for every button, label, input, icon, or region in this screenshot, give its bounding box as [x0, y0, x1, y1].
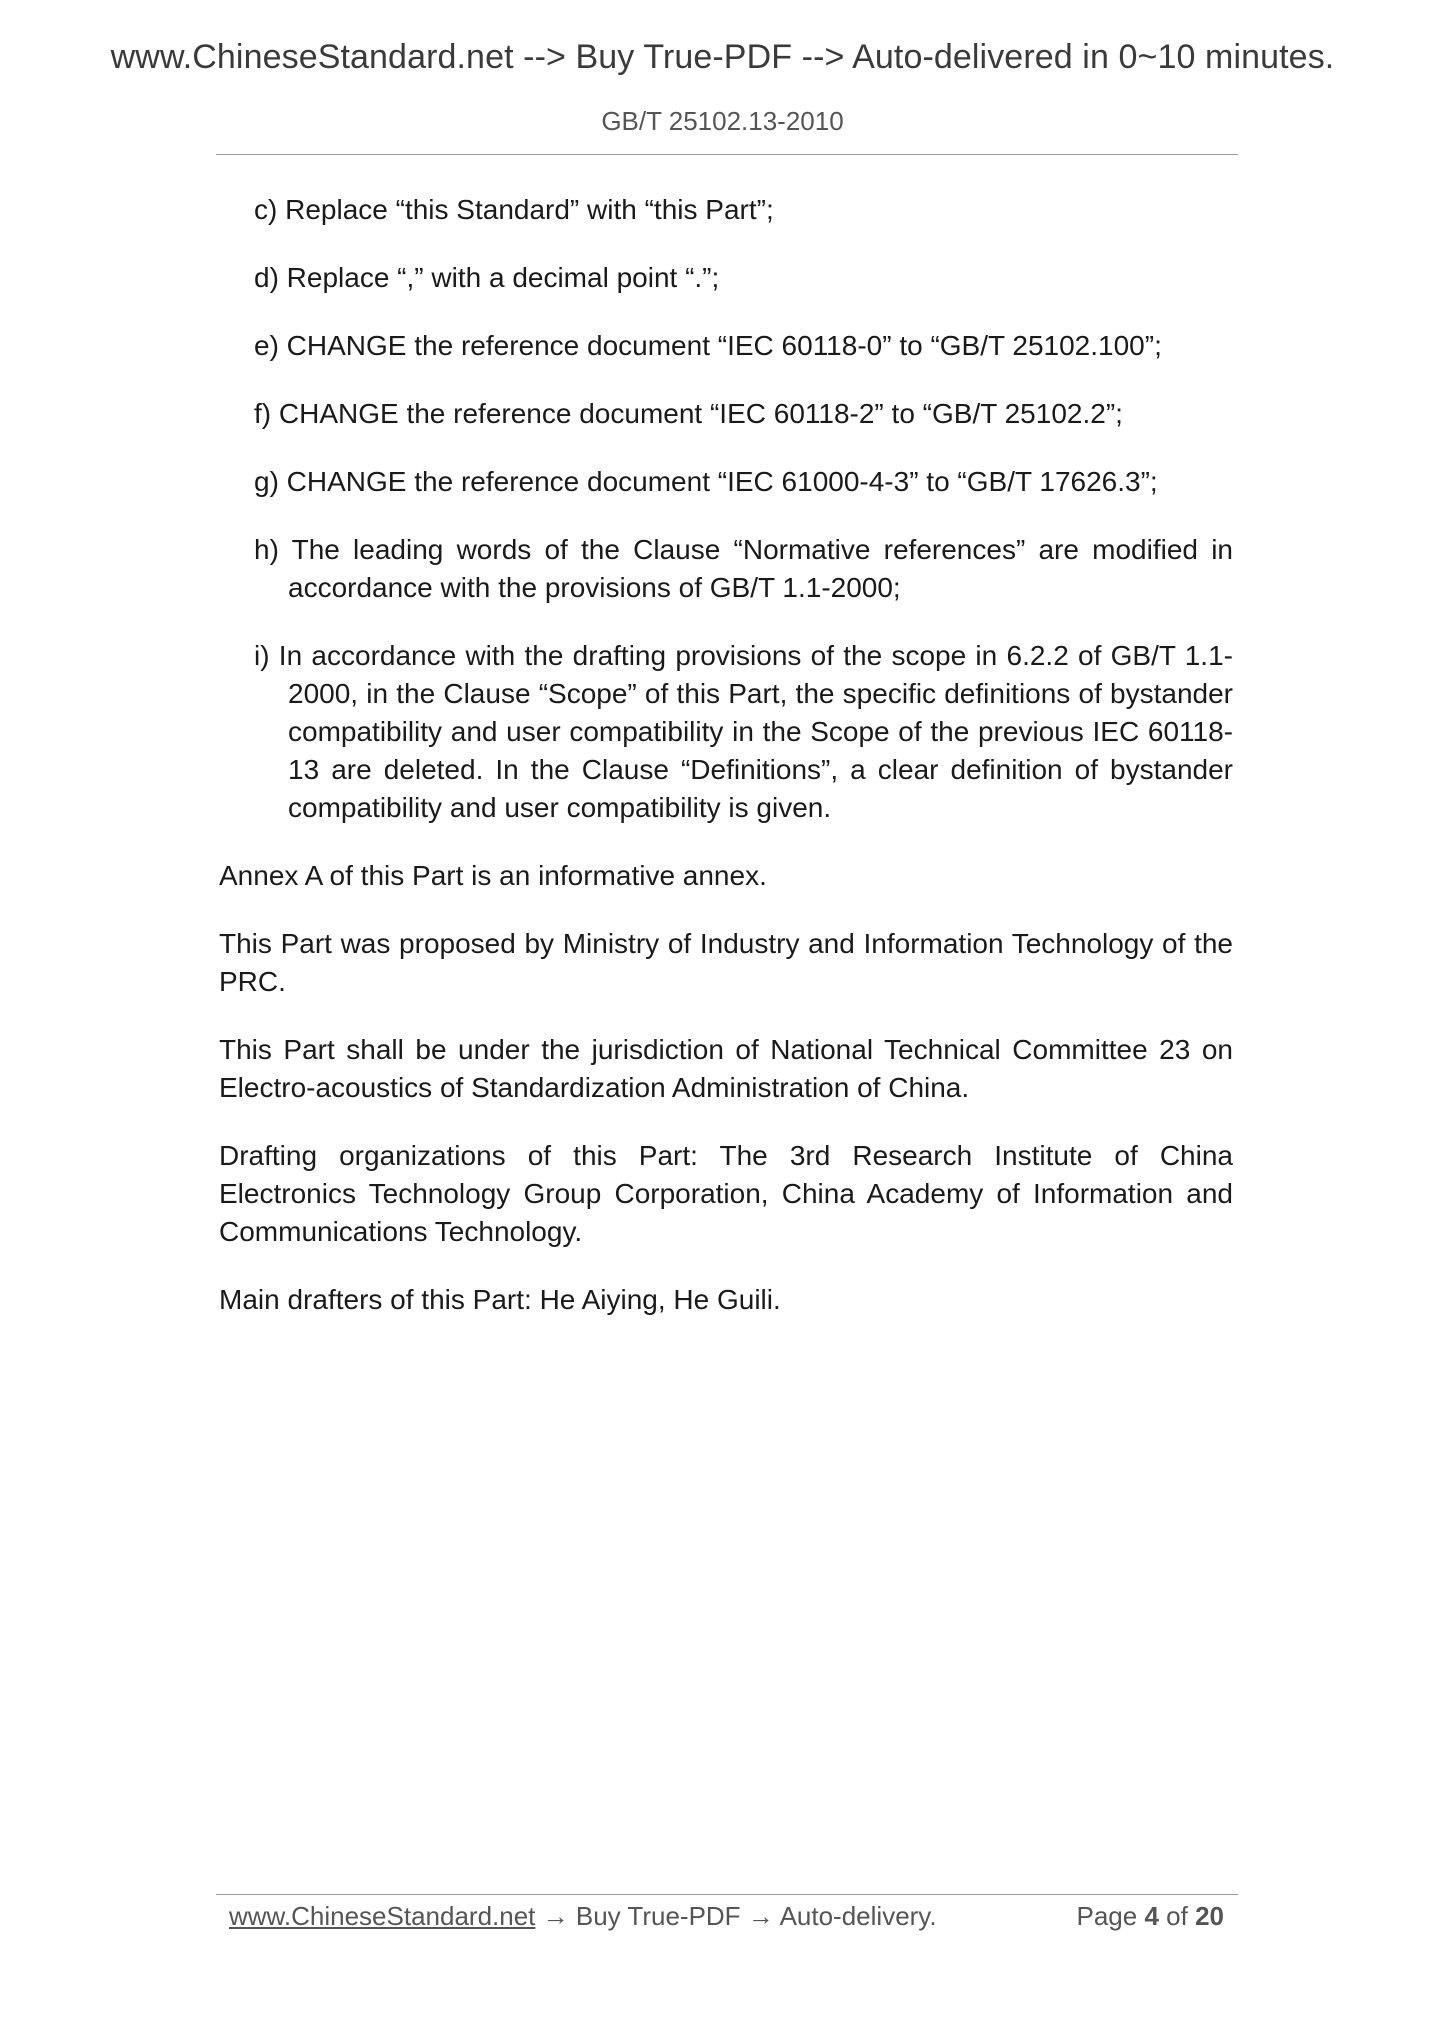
- header-divider: [216, 154, 1238, 155]
- list-item-i: i) In accordance with the drafting provisions of the scope in 6.2.2 of GB/T 1.1-2000, in the Clause “Scope” of this Part, the specific definitions of bystander compatibility and user compatibility in the Scope of the previous IEC 60118-13 are deleted. In the Clause “Definitions”, a clear definition of bystander compatibility and user compatibility is given.: [254, 640, 1233, 823]
- list-item-c: c) Replace “this Standard” with “this Part”;: [254, 194, 774, 225]
- page-label: Page: [1076, 1901, 1138, 1931]
- list-item-g: g) CHANGE the reference document “IEC 61000-4-3” to “GB/T 17626.3”;: [254, 466, 1158, 497]
- standard-code-header: GB/T 25102.13-2010: [601, 106, 844, 136]
- annex-statement: Annex A of this Part is an informative annex.: [219, 860, 767, 891]
- footer-site-link[interactable]: www.ChineseStandard.net: [229, 1901, 536, 1931]
- page-indicator: [1076, 1898, 1224, 1934]
- list-item-f: f) CHANGE the reference document “IEC 60118-2” to “GB/T 25102.2”;: [254, 398, 1123, 429]
- list-item-h: h) The leading words of the Clause “Normative references” are modified in accordance with the provisions of GB/T 1.1-2000;: [254, 534, 1233, 603]
- main-drafters: Main drafters of this Part: He Aiying, He Guili.: [219, 1284, 781, 1315]
- document-body: [219, 191, 1233, 1349]
- footer-divider: [216, 1894, 1238, 1895]
- total-pages: 20: [1195, 1901, 1224, 1931]
- drafting-organizations: Drafting organizations of this Part: The 3rd Research Institute of China Electronics Technology Group Corporation, China Academy of Information and Communications Technology.: [219, 1140, 1233, 1247]
- page-footer: [229, 1898, 1224, 1934]
- list-item-e: e) CHANGE the reference document “IEC 60118-0” to “GB/T 25102.100”;: [254, 330, 1162, 361]
- proposer-statement: This Part was proposed by Ministry of Industry and Information Technology of the PRC.: [219, 928, 1233, 997]
- site-banner: www.ChineseStandard.net --> Buy True-PDF --> Auto-delivered in 0~10 minutes.: [110, 38, 1335, 76]
- footer-tagline: → Buy True-PDF → Auto-delivery.: [535, 1901, 937, 1931]
- of-label: of: [1166, 1901, 1188, 1931]
- page-number: 4: [1144, 1901, 1159, 1931]
- list-item-d: d) Replace “,” with a decimal point “.”;: [254, 262, 720, 293]
- jurisdiction-statement: This Part shall be under the jurisdiction of National Technical Committee 23 on Electro-acoustics of Standardization Administration of China.: [219, 1034, 1233, 1103]
